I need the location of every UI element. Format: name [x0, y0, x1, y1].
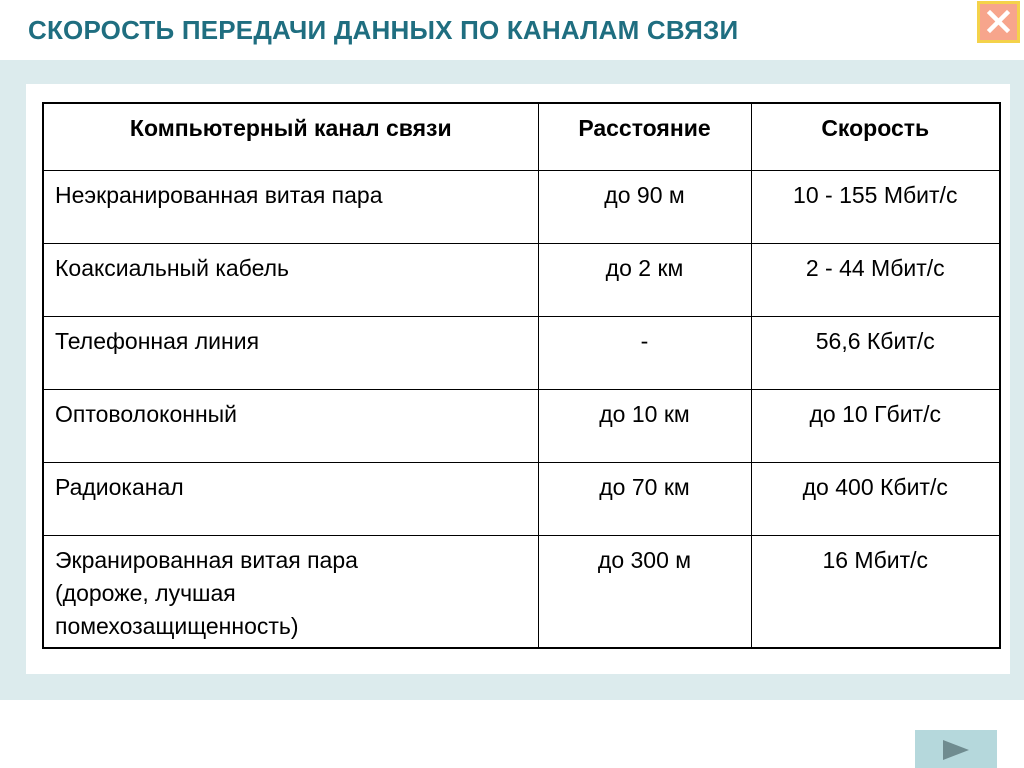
- distance-cell: до 2 км: [538, 243, 751, 316]
- speed-cell: до 400 Кбит/с: [751, 462, 1000, 535]
- channel-cell: Коаксиальный кабель: [43, 243, 538, 316]
- table-row: [43, 243, 1000, 316]
- distance-cell: до 70 км: [538, 462, 751, 535]
- close-button[interactable]: [977, 1, 1020, 43]
- table-row: [43, 462, 1000, 535]
- page-title: СКОРОСТЬ ПЕРЕДАЧИ ДАННЫХ ПО КАНАЛАМ СВЯЗИ: [28, 15, 739, 45]
- speed-cell: 16 Мбит/с: [751, 535, 1000, 648]
- table-row: [43, 389, 1000, 462]
- column-header-channel: Компьютерный канал связи: [43, 103, 538, 170]
- distance-cell: до 10 км: [538, 389, 751, 462]
- speed-cell: 2 - 44 Мбит/с: [751, 243, 1000, 316]
- channel-line: Экранированная витая пара: [55, 546, 358, 573]
- table-row: [43, 535, 1000, 648]
- play-arrow-icon: [941, 739, 971, 761]
- table-row: [43, 170, 1000, 243]
- speed-cell: 10 - 155 Мбит/с: [751, 170, 1000, 243]
- column-header-distance: Расстояние: [538, 103, 751, 170]
- speed-cell: 56,6 Кбит/с: [751, 316, 1000, 389]
- distance-cell: до 90 м: [538, 170, 751, 243]
- channel-cell: [43, 535, 538, 648]
- next-slide-button[interactable]: [915, 730, 997, 768]
- channel-line: помехозащищенность): [55, 612, 299, 639]
- table-row: [43, 316, 1000, 389]
- distance-cell: -: [538, 316, 751, 389]
- table-header-row: [43, 103, 1000, 170]
- close-icon: [980, 4, 1017, 40]
- column-header-speed: Скорость: [751, 103, 1000, 170]
- channel-line: (дороже, лучшая: [55, 579, 236, 606]
- channel-cell: Неэкранированная витая пара: [43, 170, 538, 243]
- channel-cell: Телефонная линия: [43, 316, 538, 389]
- speed-cell: до 10 Гбит/с: [751, 389, 1000, 462]
- channel-cell: Оптоволоконный: [43, 389, 538, 462]
- speed-table: [42, 102, 1001, 649]
- distance-cell: до 300 м: [538, 535, 751, 648]
- channel-cell: Радиоканал: [43, 462, 538, 535]
